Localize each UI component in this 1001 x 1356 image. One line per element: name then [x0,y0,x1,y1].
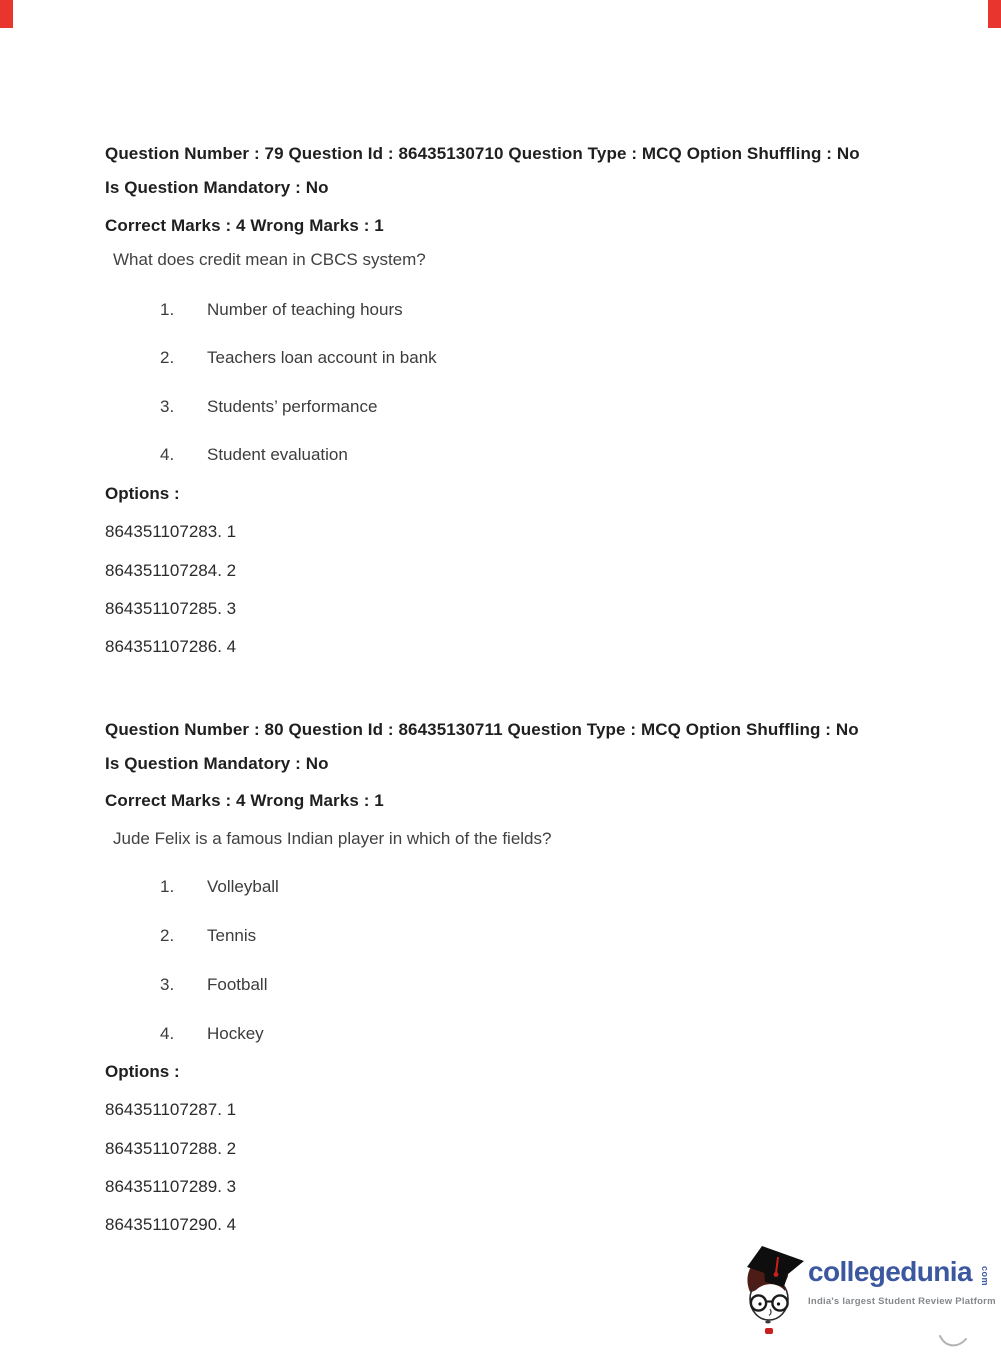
choice-number: 2. [160,348,175,367]
choice-label: Students’ performance [207,397,378,416]
page-curl-mark [938,1333,968,1351]
option-id-row: 864351107288. 2 [105,1139,237,1158]
choice-label: Teachers loan account in bank [207,348,437,367]
choice-number: 1. [160,877,175,896]
option-id-row: 864351107289. 3 [105,1177,237,1196]
option-id-row: 864351107283. 1 [105,522,237,541]
question-meta-line: Is Question Mandatory : No [105,754,329,773]
choice-row [160,1024,264,1044]
option-id-row: 864351107286. 4 [105,637,237,656]
option-id-row: 864351107290. 4 [105,1215,237,1234]
page-edge-mark-right [988,0,1001,28]
choice-row [160,397,377,417]
choice-label: Number of teaching hours [207,300,403,319]
choice-row [160,975,267,995]
options-heading: Options : [105,484,180,503]
question-meta-line: Question Number : 79 Question Id : 86435130710 Question Type : MCQ Option Shuffling : No [105,144,860,163]
question-meta-line: Correct Marks : 4 Wrong Marks : 1 [105,791,384,810]
option-id-row: 864351107287. 1 [105,1100,237,1119]
page-edge-mark-left [0,0,13,28]
question-meta-line: Correct Marks : 4 Wrong Marks : 1 [105,216,384,235]
choice-row [160,877,279,897]
choice-label: Student evaluation [207,445,348,464]
choice-row [160,926,256,946]
choice-label: Football [207,975,268,994]
question-meta-line: Is Question Mandatory : No [105,178,329,197]
option-id-row: 864351107284. 2 [105,561,237,580]
option-id-row: 864351107285. 3 [105,599,237,618]
brand-tagline: India's largest Student Review Platform [808,1296,996,1307]
mascot-graduate-icon [742,1246,804,1334]
question-meta-line: Question Number : 80 Question Id : 86435130711 Question Type : MCQ Option Shuffling : No [105,720,859,739]
choice-row [160,300,403,320]
question-text: Jude Felix is a famous Indian player in which of the fields? [113,829,552,848]
choice-label: Volleyball [207,877,279,896]
choice-row [160,445,348,465]
options-heading: Options : [105,1062,180,1081]
choice-label: Hockey [207,1024,264,1043]
choice-number: 1. [160,300,175,319]
brand-wordmark: collegedunia [808,1256,972,1287]
brand-tld: com [980,1266,990,1287]
collegedunia-logo [742,1246,996,1338]
choice-number: 3. [160,975,175,994]
question-text: What does credit mean in CBCS system? [113,250,426,269]
choice-number: 4. [160,445,175,464]
choice-number: 3. [160,397,175,416]
choice-number: 2. [160,926,175,945]
choice-label: Tennis [207,926,257,945]
choice-number: 4. [160,1024,175,1043]
choice-row [160,348,437,368]
